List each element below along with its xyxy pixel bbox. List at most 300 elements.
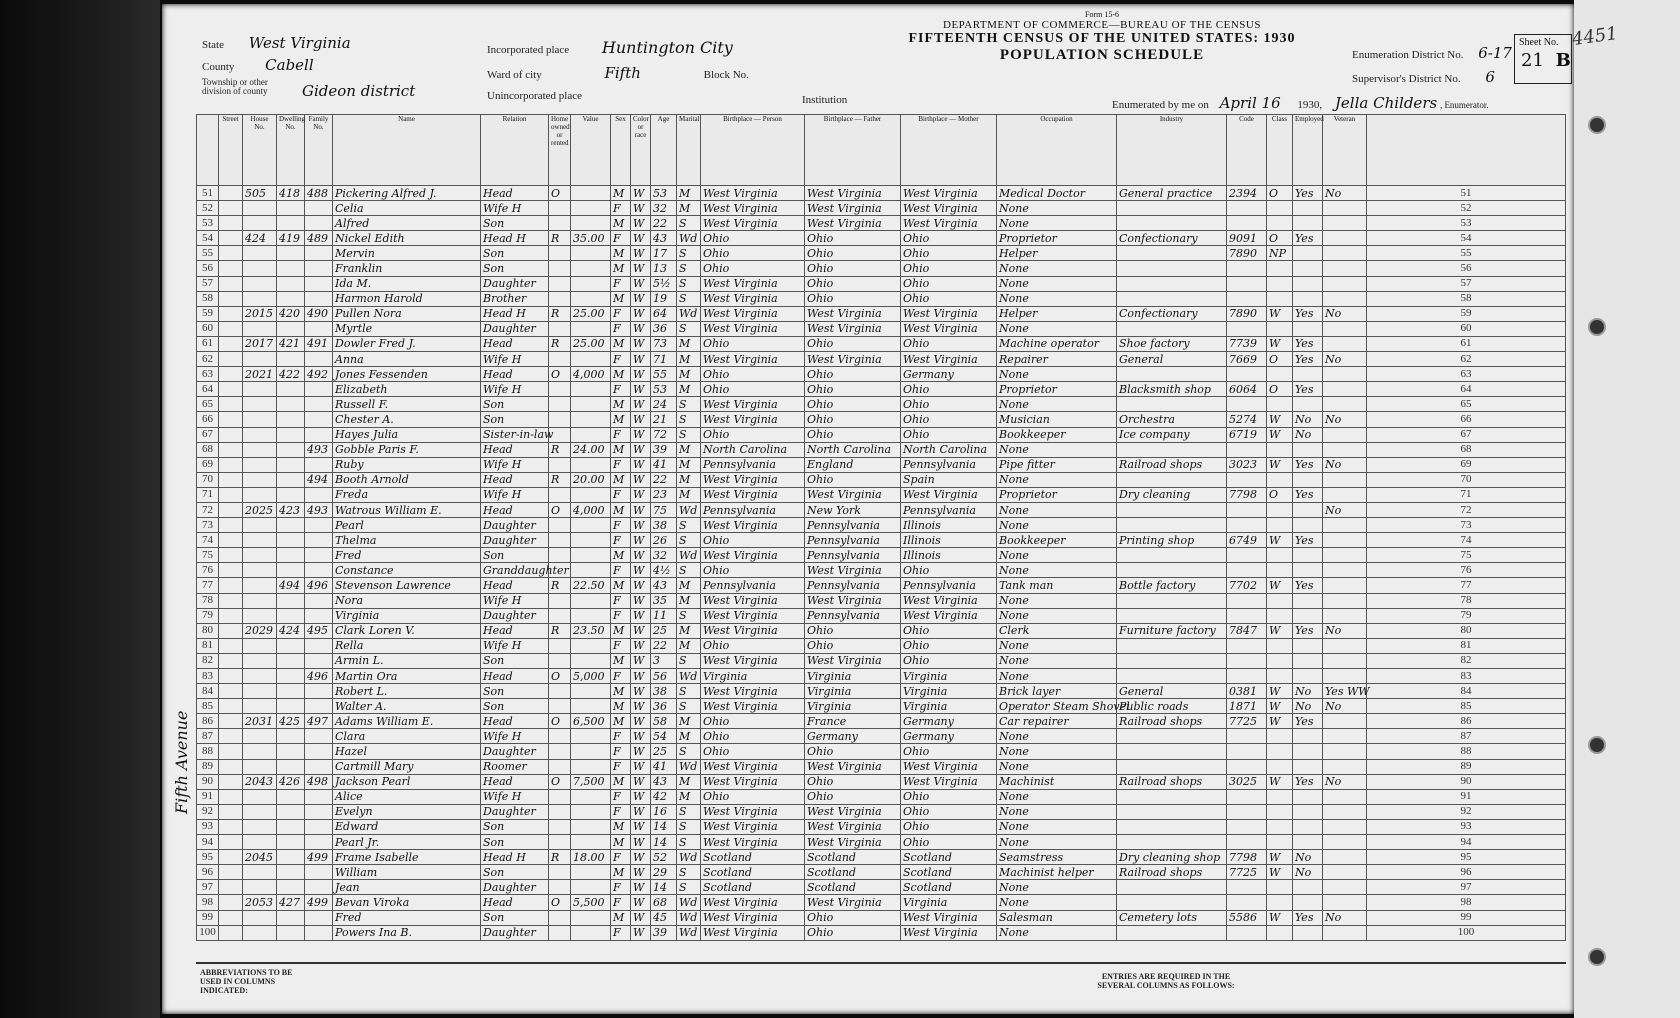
cell-name: Stevenson Lawrence [333,578,481,593]
cell-hno [243,276,277,291]
cell-val [571,548,611,563]
cell-name: Rella [333,638,481,653]
cell-own [549,744,571,759]
cell-ind [1117,789,1227,804]
cell-hno [243,638,277,653]
cell-emp [1293,442,1323,457]
cell-val [571,246,611,261]
cell-ln: 67 [197,427,219,442]
cell-cls [1267,367,1293,382]
cell-col: W [631,910,651,925]
cell-occ: Musician [997,412,1117,427]
cell-fam [305,291,333,306]
cell-fam: 492 [305,367,333,382]
cell-ind [1117,261,1227,276]
cell-name: Ruby [333,457,481,472]
cell-mbp: Spain [901,472,997,487]
cell-name: Thelma [333,533,481,548]
cell-sex: F [611,563,631,578]
cell-vet [1323,608,1367,623]
cell-sex: M [611,472,631,487]
cell-emp: Yes [1293,487,1323,502]
cell-cls: W [1267,336,1293,351]
cell-occ: Helper [997,246,1117,261]
cell-hno: 2025 [243,502,277,517]
cell-fbp: Virginia [805,699,901,714]
cell-code: 7725 [1227,865,1267,880]
cell-age: 22 [651,638,677,653]
cell-fbp: Scotland [805,880,901,895]
cell-fam [305,593,333,608]
cell-fbp: Ohio [805,367,901,382]
cell-mbp: Illinois [901,533,997,548]
cell-line-right: 90 [1367,774,1566,789]
cell-col: W [631,306,651,321]
cell-code [1227,638,1267,653]
cell-mar: M [677,578,701,593]
cell-ind [1117,321,1227,336]
cell-age: 43 [651,774,677,789]
cell-val: 5,500 [571,895,611,910]
cell-sex: M [611,910,631,925]
state-field [202,34,351,52]
cell-st [219,684,243,699]
cell-vet [1323,397,1367,412]
form-title-block [852,10,1352,64]
cell-age: 4½ [651,563,677,578]
cell-ln: 76 [197,563,219,578]
cell-vet [1323,321,1367,336]
cell-hno [243,261,277,276]
cell-col: W [631,789,651,804]
cell-fbp: Ohio [805,744,901,759]
cell-cls [1267,261,1293,276]
cell-ln: 70 [197,472,219,487]
cell-line-right: 87 [1367,729,1566,744]
cell-hno [243,548,277,563]
cell-bp: West Virginia [701,774,805,789]
cell-mbp: Ohio [901,744,997,759]
enumerated-field [1112,94,1489,112]
cell-st [219,850,243,865]
cell-mbp: West Virginia [901,608,997,623]
cell-cls [1267,895,1293,910]
cell-rel: Daughter [481,533,549,548]
cell-cls [1267,729,1293,744]
cell-ln: 95 [197,850,219,865]
cell-st [219,442,243,457]
cell-age: 41 [651,759,677,774]
cell-fam [305,925,333,940]
cell-cls [1267,835,1293,850]
cell-emp [1293,895,1323,910]
cell-ln: 100 [197,925,219,940]
cell-vet [1323,367,1367,382]
table-row [197,608,1566,623]
cell-own [549,261,571,276]
cell-bp: West Virginia [701,653,805,668]
cell-vet [1323,487,1367,502]
cell-mbp: Ohio [901,412,997,427]
cell-ind: Public roads [1117,699,1227,714]
cell-ln: 60 [197,321,219,336]
cell-sex: F [611,729,631,744]
cell-fbp: West Virginia [805,593,901,608]
cell-dw [277,487,305,502]
county-field [202,56,314,74]
cell-ind [1117,835,1227,850]
cell-st [219,638,243,653]
cell-val [571,487,611,502]
cell-vet [1323,276,1367,291]
cell-own: R [549,578,571,593]
cell-val [571,925,611,940]
street-margin [166,454,196,854]
cell-st [219,774,243,789]
cell-emp [1293,563,1323,578]
table-row [197,201,1566,216]
cell-mbp: Ohio [901,623,997,638]
cell-occ: Car repairer [997,714,1117,729]
cell-code: 6719 [1227,427,1267,442]
cell-rel: Son [481,246,549,261]
cell-val [571,216,611,231]
cell-bp: West Virginia [701,397,805,412]
table-row [197,623,1566,638]
cell-fbp: Pennsylvania [805,548,901,563]
cell-age: 32 [651,201,677,216]
cell-code: 5274 [1227,412,1267,427]
cell-mbp: West Virginia [901,759,997,774]
cell-dw [277,744,305,759]
cell-age: 11 [651,608,677,623]
cell-vet [1323,336,1367,351]
cell-dw [277,910,305,925]
cell-ln: 97 [197,880,219,895]
cell-val: 25.00 [571,336,611,351]
cell-vet [1323,819,1367,834]
table-row [197,744,1566,759]
cell-age: 73 [651,336,677,351]
cell-dw [277,201,305,216]
cell-sex: M [611,578,631,593]
cell-code: 9091 [1227,231,1267,246]
cell-line-right: 64 [1367,382,1566,397]
cell-bp: Ohio [701,744,805,759]
cell-occ: None [997,835,1117,850]
cell-rel: Wife H [481,789,549,804]
cell-line-right: 53 [1367,216,1566,231]
cell-age: 32 [651,548,677,563]
cell-name: Fred [333,910,481,925]
street-margin-text: Fifth Avenue [172,710,191,814]
cell-name: Gobble Paris F. [333,442,481,457]
cell-cls [1267,638,1293,653]
cell-ind: Railroad shops [1117,774,1227,789]
ed-label: Enumeration District No. [1352,49,1464,61]
cell-cls [1267,669,1293,684]
cell-fam [305,865,333,880]
cell-code [1227,669,1267,684]
cell-mar: S [677,880,701,895]
cell-occ: None [997,819,1117,834]
cell-dw [277,865,305,880]
sheet-stamp: 4451 [1570,22,1620,51]
table-row [197,865,1566,880]
cell-occ: None [997,367,1117,382]
cell-mbp: West Virginia [901,306,997,321]
table-row [197,759,1566,774]
cell-dw [277,246,305,261]
cell-dw: 426 [277,774,305,789]
cell-line-right: 69 [1367,457,1566,472]
cell-line-right: 92 [1367,804,1566,819]
cell-occ: None [997,201,1117,216]
cell-fbp: West Virginia [805,321,901,336]
cell-st [219,382,243,397]
cell-line-right: 71 [1367,487,1566,502]
cell-vet [1323,729,1367,744]
cell-bp: Scotland [701,865,805,880]
cell-age: 36 [651,699,677,714]
cell-emp: Yes [1293,306,1323,321]
cell-st [219,186,243,201]
cell-hno [243,729,277,744]
cell-age: 53 [651,382,677,397]
cell-rel: Son [481,684,549,699]
cell-age: 42 [651,789,677,804]
cell-fbp: Ohio [805,336,901,351]
table-row [197,397,1566,412]
cell-hno [243,563,277,578]
cell-rel: Son [481,548,549,563]
cell-ind [1117,880,1227,895]
cell-fbp: England [805,457,901,472]
cell-occ: None [997,442,1117,457]
cell-line-right: 73 [1367,518,1566,533]
table-row [197,442,1566,457]
cell-fbp: Ohio [805,382,901,397]
cell-col: W [631,231,651,246]
cell-name: Dowler Fred J. [333,336,481,351]
table-row [197,593,1566,608]
cell-vet [1323,759,1367,774]
cell-st [219,880,243,895]
cell-age: 43 [651,578,677,593]
cell-mbp: Ohio [901,382,997,397]
table-row [197,216,1566,231]
institution-label: Institution [802,94,848,106]
cell-name: Jean [333,880,481,895]
cell-emp: No [1293,427,1323,442]
cell-mbp: Ohio [901,427,997,442]
cell-sex: M [611,865,631,880]
cell-name: Constance [333,563,481,578]
cell-occ: None [997,789,1117,804]
enumeration-district-field [1352,44,1512,62]
enumerated-year: 1930, [1297,99,1323,111]
cell-ln: 72 [197,502,219,517]
cell-val [571,186,611,201]
cell-line-right: 58 [1367,291,1566,306]
cell-name: William [333,865,481,880]
cell-st [219,201,243,216]
cell-vet [1323,231,1367,246]
cell-col: W [631,850,651,865]
cell-col: W [631,880,651,895]
cell-sex: M [611,714,631,729]
cell-val [571,880,611,895]
cell-bp: West Virginia [701,548,805,563]
cell-name: Clara [333,729,481,744]
cell-mar: S [677,276,701,291]
cell-mbp: Ohio [901,291,997,306]
cell-fam [305,699,333,714]
cell-mar: Wd [677,306,701,321]
cell-mbp: Scotland [901,865,997,880]
cell-rel: Wife H [481,487,549,502]
viewer-dark-edge [0,0,160,1018]
cell-st [219,231,243,246]
col-occupation: Occupation [997,115,1117,186]
cell-emp: No [1293,699,1323,714]
cell-occ: None [997,804,1117,819]
cell-val [571,382,611,397]
cell-name: Cartmill Mary [333,759,481,774]
cell-hno: 2017 [243,336,277,351]
cell-occ: None [997,925,1117,940]
table-row [197,714,1566,729]
cell-code [1227,759,1267,774]
cell-ind: Ice company [1117,427,1227,442]
cell-fbp: West Virginia [805,216,901,231]
cell-val: 25.00 [571,306,611,321]
cell-fam [305,729,333,744]
supervisor-district-field [1352,68,1495,86]
cell-emp [1293,759,1323,774]
cell-line-right: 89 [1367,759,1566,774]
cell-fam: 493 [305,502,333,517]
cell-sex: F [611,352,631,367]
cell-own [549,201,571,216]
cell-hno: 2031 [243,714,277,729]
cell-fam [305,608,333,623]
cell-line-right: 94 [1367,835,1566,850]
cell-emp [1293,638,1323,653]
form-footer [196,962,1566,1010]
cell-hno [243,744,277,759]
cell-hno [243,925,277,940]
cell-vet [1323,835,1367,850]
cell-own [549,835,571,850]
cell-sex: M [611,442,631,457]
cell-hno [243,608,277,623]
ward-field [487,64,749,82]
cell-code: 7739 [1227,336,1267,351]
cell-own [549,412,571,427]
cell-code [1227,789,1267,804]
cell-name: Hayes Julia [333,427,481,442]
cell-age: 54 [651,729,677,744]
table-row [197,895,1566,910]
cell-dw [277,608,305,623]
cell-fam: 491 [305,336,333,351]
cell-occ: Helper [997,306,1117,321]
cell-val [571,457,611,472]
cell-col: W [631,699,651,714]
cell-val [571,397,611,412]
cell-mar: M [677,714,701,729]
cell-bp: Ohio [701,729,805,744]
cell-emp: Yes [1293,910,1323,925]
cell-emp [1293,669,1323,684]
cell-rel: Head [481,714,549,729]
township-field [202,77,472,100]
cell-ln: 92 [197,804,219,819]
cell-fam [305,548,333,563]
cell-cls [1267,291,1293,306]
cell-sex: M [611,291,631,306]
cell-occ: Operator Steam Shovel [997,699,1117,714]
cell-hno [243,804,277,819]
cell-line-right: 72 [1367,502,1566,517]
cell-vet: No [1323,699,1367,714]
cell-bp: West Virginia [701,910,805,925]
cell-sex: F [611,804,631,819]
cell-fam [305,518,333,533]
cell-st [219,291,243,306]
cell-fbp: West Virginia [805,895,901,910]
cell-ind: Shoe factory [1117,336,1227,351]
cell-emp: Yes [1293,336,1323,351]
cell-age: 72 [651,427,677,442]
cell-age: 13 [651,261,677,276]
binder-hole [1588,948,1606,966]
cell-ln: 62 [197,352,219,367]
cell-name: Nickel Edith [333,231,481,246]
table-row [197,427,1566,442]
table-row [197,352,1566,367]
cell-sex: F [611,533,631,548]
cell-fam: 494 [305,472,333,487]
table-row [197,578,1566,593]
cell-mar: S [677,321,701,336]
cell-rel: Son [481,412,549,427]
cell-sex: F [611,427,631,442]
sd-label: Supervisor's District No. [1352,73,1461,85]
cell-fbp: New York [805,502,901,517]
table-row [197,261,1566,276]
census-sheet [162,4,1574,1014]
cell-sex: F [611,850,631,865]
cell-hno [243,457,277,472]
table-row [197,774,1566,789]
cell-mbp: Virginia [901,684,997,699]
cell-cls: W [1267,457,1293,472]
cell-fam [305,276,333,291]
cell-vet: No [1323,186,1367,201]
cell-name: Jones Fessenden [333,367,481,382]
cell-col: W [631,684,651,699]
cell-code: 7725 [1227,714,1267,729]
cell-ln: 75 [197,548,219,563]
cell-bp: Ohio [701,336,805,351]
cell-val [571,653,611,668]
cell-ind: Confectionary [1117,231,1227,246]
cell-hno: 505 [243,186,277,201]
cell-dw [277,563,305,578]
cell-cls [1267,819,1293,834]
